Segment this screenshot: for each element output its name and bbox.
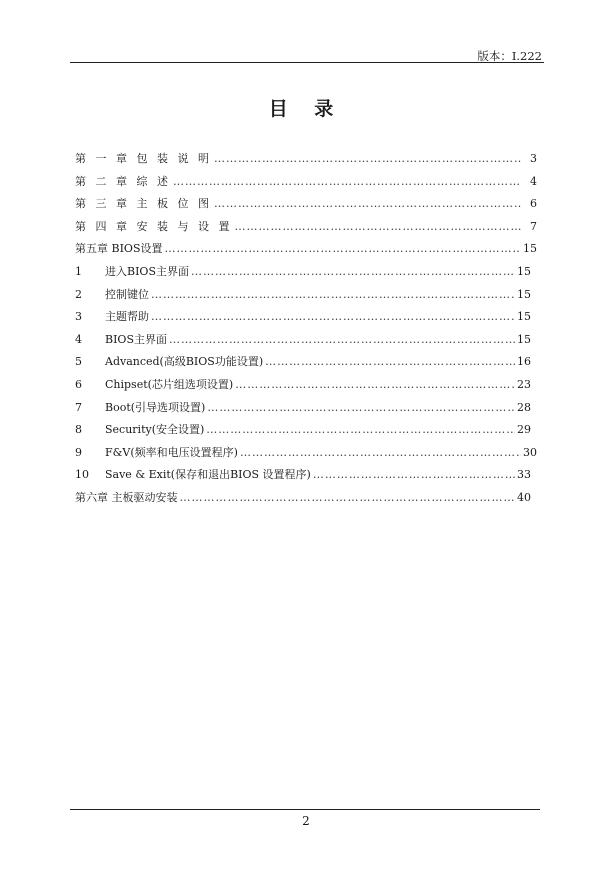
toc-leader [180,491,516,504]
toc-entry-label: Boot(引导选项设置) [105,400,206,414]
toc-entry[interactable] [75,150,537,173]
toc-leader [214,152,521,165]
toc-leader [191,265,515,278]
toc-entry-label: 控制键位 [105,287,149,301]
toc-entry[interactable] [75,489,537,512]
toc-entry-label: 第 二 章 综 述 [75,174,171,188]
toc-entry-number: 2 [75,287,82,301]
toc-entry-page: 33 [517,468,531,482]
toc-entry-number: 1 [75,264,82,278]
toc-entry-number: 6 [75,377,82,391]
page-title: 目 录 [268,98,344,120]
toc-entry-number: 5 [75,355,82,369]
toc-entry[interactable] [75,399,537,422]
toc-entry-page: 40 [517,490,531,504]
toc-entry-number: 10 [75,468,89,482]
toc-leader [164,242,521,255]
toc-entry[interactable] [75,331,537,354]
toc-entry-page: 15 [523,242,537,256]
toc-leader [151,288,515,301]
toc-entry-label: F&V(频率和电压设置程序) [105,445,238,459]
toc-entry[interactable] [75,466,537,489]
toc-entry[interactable] [75,308,537,331]
table-of-contents [75,150,537,512]
toc-entry-page: 28 [517,400,531,414]
toc-entry[interactable] [75,263,537,286]
toc-entry[interactable] [75,173,537,196]
toc-entry-number: 4 [75,332,82,346]
toc-leader [235,378,515,391]
toc-leader [173,175,521,188]
toc-entry[interactable] [75,286,537,309]
toc-entry[interactable] [75,421,537,444]
version-label: 版本：I.222 [477,49,542,63]
toc-leader [313,468,515,481]
toc-entry-number: 8 [75,423,82,437]
toc-leader [151,310,515,323]
toc-entry-label: 进入BIOS主界面 [105,264,189,278]
toc-entry-page: 23 [517,377,531,391]
toc-entry[interactable] [75,444,537,467]
toc-entry-label: Security(安全设置) [105,423,205,437]
toc-entry-label: BIOS主界面 [105,332,167,346]
toc-entry-label: Save & Exit(保存和退出BIOS 设置程序) [105,468,311,482]
toc-entry-label: 第六章 主板驱动安装 [75,490,178,504]
toc-entry-number: 3 [75,310,82,324]
toc-entry-number: 9 [75,445,82,459]
toc-entry-page: 3 [530,152,537,165]
toc-entry[interactable] [75,376,537,399]
toc-leader [169,333,515,346]
toc-entry-label: 第 一 章 包 装 说 明 [75,152,212,165]
toc-entry-page: 29 [517,423,531,437]
toc-entry-page: 16 [517,355,531,369]
header-divider [70,62,544,63]
toc-entry-number: 7 [75,400,82,414]
toc-entry-label: 主题帮助 [105,310,149,324]
toc-leader [214,197,521,210]
toc-entry[interactable] [75,218,537,241]
toc-entry[interactable] [75,240,537,263]
toc-entry-label: Advanced(高级BIOS功能设置) [105,355,264,369]
toc-entry-page: 15 [517,332,531,346]
toc-entry-page: 15 [517,287,531,301]
toc-entry[interactable] [75,353,537,376]
page-number: 2 [302,814,310,828]
toc-leader [207,401,515,414]
footer-divider [70,809,540,810]
toc-entry-page: 6 [530,197,537,211]
toc-leader [265,355,515,368]
toc-entry-page: 15 [517,310,531,324]
toc-entry-page: 4 [530,174,537,188]
toc-leader [234,220,521,233]
toc-leader [240,446,521,459]
toc-entry-page: 15 [517,264,531,278]
toc-leader [206,423,515,436]
toc-entry[interactable] [75,195,537,218]
toc-entry-page: 7 [530,219,537,233]
toc-entry-label: Chipset(芯片组选项设置) [105,377,234,391]
toc-entry-page: 30 [523,445,537,459]
toc-entry-label: 第 三 章 主 板 位 图 [75,197,212,211]
toc-entry-label: 第 四 章 安 装 与 设 置 [75,219,233,233]
toc-entry-label: 第五章 BIOS设置 [75,242,163,256]
